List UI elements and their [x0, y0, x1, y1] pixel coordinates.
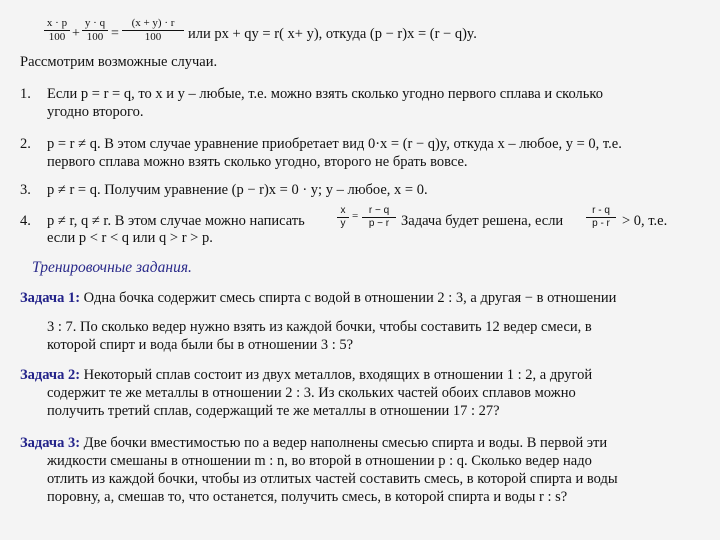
formula-tail-text: или px + qy = r( x+ y), откуда (p − r)x = (r − q)y. — [188, 26, 477, 42]
task-3-line-4: поровну, а, смешав то, что останется, получить смесь, в которой спирта и воды r : s? — [47, 489, 568, 505]
case-2-line-1: p = r ≠ q. В этом случае уравнение приобретает вид 0·x = (r − q)y, откуда x – любое, y = 0, т.е. — [47, 136, 622, 152]
task-3-line-3: отлить из каждой бочки, чтобы из отлитых частей составить смесь, в которой спирта и воды — [47, 471, 618, 487]
plus-sign: + — [72, 26, 80, 41]
fraction-yq-over-100: $\frac{y \cdot q}{100}$ — [82, 17, 108, 44]
case-1-line-2: угодно второго. — [47, 104, 144, 120]
task-2-line-2: содержит те же металлы в отношении 2 : 3. Из скольких частей обоих сплавов можно — [47, 385, 576, 401]
task-3-line-2: жидкости смешаны в отношении m : n, во второй в отношении p : q. Сколько ведер надо — [47, 453, 592, 469]
task-1-line-1: Задача 1: Одна бочка содержит смесь спирта с водой в отношении 2 : 3, а другая − в отношении — [20, 290, 617, 306]
case-4-line-1a: p ≠ r, q ≠ r. В этом случае можно написать — [47, 213, 305, 229]
task-2-label: Задача 2: — [20, 367, 81, 383]
equals-sign-2: = — [352, 210, 359, 222]
case-4-number: 4. — [20, 213, 31, 229]
task-3-line-1: Задача 3: Две бочки вместимостью по a ведер наполнены смесью спирта и воды. В первой эти — [20, 435, 608, 451]
case-2-line-2: первого сплава можно взять сколько угодно, второго не брать вовсе. — [47, 154, 468, 170]
case-4-line-2: если p < r < q или q > r > p. — [47, 230, 213, 246]
task-2-line-3: получить третий сплав, содержащий те же металлы в отношении 17 : 27? — [47, 403, 500, 419]
fraction-rq-over-pr-2: $\frac{r - q}{p - r}$ — [586, 205, 616, 230]
task-2-line-1: Задача 2: Некоторый сплав состоит из двух металлов, входящих в отношении 1 : 2, а другой — [20, 367, 593, 383]
task-3-label: Задача 3: — [20, 435, 81, 451]
fraction-xyr-over-100: $\frac{(x + y) \cdot r}{100}$ — [122, 17, 184, 44]
fraction-x-over-y: $\frac{x}{y}$ — [337, 205, 349, 230]
intro-text: Рассмотрим возможные случаи. — [20, 54, 218, 70]
case-3-number: 3. — [20, 182, 31, 198]
section-title: Тренировочные задания. — [32, 259, 192, 276]
task-1-label: Задача 1: — [20, 290, 81, 306]
task-1-line-3: которой спирт и вода были бы в отношении 3 : 5? — [47, 337, 354, 353]
case-4-line-1c: > 0, т.е. — [622, 213, 668, 229]
case-1-number: 1. — [20, 86, 31, 102]
task-1-line-2: 3 : 7. По сколько ведер нужно взять из каждой бочки, чтобы составить 12 ведер смеси, в — [47, 319, 592, 335]
case-2-number: 2. — [20, 136, 31, 152]
case-1-line-1: Если p = r = q, то x и y – любые, т.е. можно взять сколько угодно первого сплава и сколько — [47, 86, 603, 102]
fraction-rq-over-pr: $\frac{r - q}{p - r}$ — [362, 205, 396, 230]
case-3-line-1: p ≠ r = q. Получим уравнение (p − r)x = 0 · y; y – любое, x = 0. — [47, 182, 428, 198]
case-4-line-1b: Задача будет решена, если — [401, 213, 564, 229]
fraction-xp-over-100: $\frac{x \cdot p}{100}$ — [44, 17, 70, 44]
equals-sign: = — [111, 26, 119, 41]
